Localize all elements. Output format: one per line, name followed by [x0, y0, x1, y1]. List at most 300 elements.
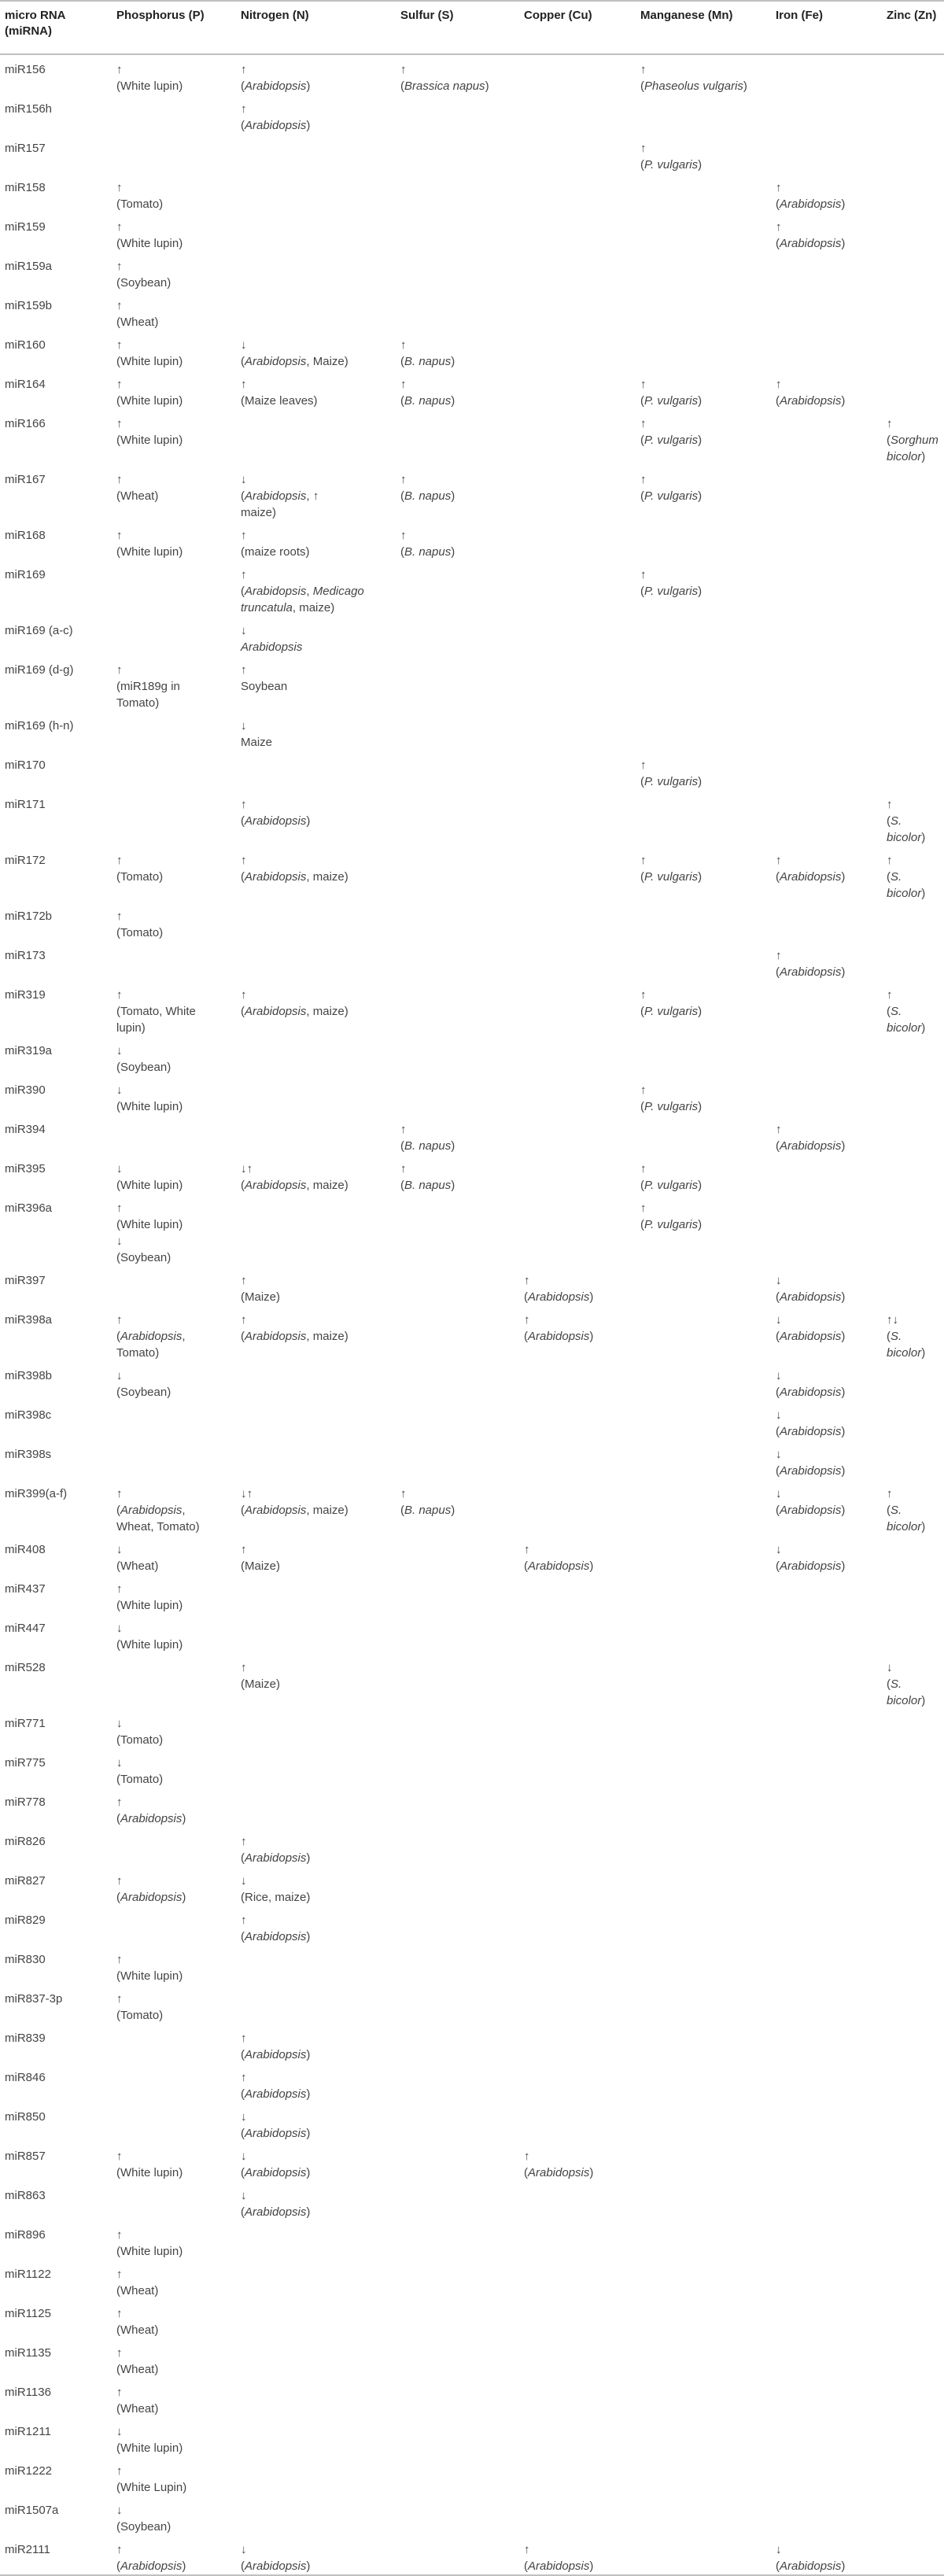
cell-line: (maize roots): [241, 545, 310, 559]
cell-zinc: [882, 1479, 944, 1535]
cell-sulfur: [396, 465, 519, 521]
cell-zinc: [882, 711, 944, 751]
cell-line: (Arabidopsis, Medicago: [241, 585, 364, 598]
cell-mirna: miR158: [5, 181, 46, 194]
cell-copper: [519, 616, 636, 655]
table-row: [0, 2299, 944, 2338]
cell-phosphorus: [112, 941, 236, 980]
cell-zinc: [882, 655, 944, 711]
cell-line: ↑: [116, 1582, 123, 1596]
cell-zinc: [882, 2142, 944, 2181]
cell-line: ↑: [116, 1992, 123, 2006]
cell-zinc: [882, 980, 944, 1036]
cell-phosphorus: [112, 2378, 236, 2417]
cell-line: ↑: [116, 663, 123, 677]
cell-line: (P. vulgaris): [640, 870, 702, 884]
cell-line: ↑: [116, 299, 123, 312]
cell-line: (Arabidopsis): [116, 1812, 186, 1825]
cell-mirna: miR771: [5, 1717, 46, 1730]
cell-nitrogen: [236, 2181, 396, 2220]
cell-line: (Arabidopsis, ↑: [241, 489, 319, 503]
cell-line: (B. napus): [400, 355, 455, 368]
cell-phosphorus: [112, 252, 236, 291]
cell-line: ↓: [887, 1661, 893, 1674]
cell-iron: [771, 465, 882, 521]
cell-sulfur: [396, 902, 519, 941]
cell-manganese: [636, 2220, 771, 2260]
table-row: [0, 2378, 944, 2417]
cell-mirna: miR408: [5, 1543, 46, 1556]
table-row: [0, 902, 944, 941]
cell-line: (Arabidopsis): [776, 1330, 846, 1343]
cell-line: (Tomato): [116, 870, 164, 884]
cell-line: ↓↑: [241, 1487, 253, 1500]
cell-mirna: miR398b: [5, 1369, 53, 1382]
cell-phosphorus: [112, 1984, 236, 2024]
cell-iron: [771, 2417, 882, 2456]
header-copper: Copper (Cu): [519, 1, 636, 54]
cell-line: (Arabidopsis): [776, 1290, 846, 1304]
cell-nitrogen: [236, 134, 396, 173]
table-row: [0, 2181, 944, 2220]
cell-line: (Arabidopsis,: [116, 1504, 186, 1517]
cell-line: (Soybean): [116, 1386, 171, 1399]
cell-iron: [771, 134, 882, 173]
table-row: [0, 1653, 944, 1709]
cell-line: ↓: [116, 1044, 123, 1057]
cell-copper: [519, 1574, 636, 1614]
cell-sulfur: [396, 2181, 519, 2220]
cell-line: ↑: [116, 1201, 123, 1215]
cell-zinc: [882, 370, 944, 409]
cell-nitrogen: [236, 2456, 396, 2496]
cell-manganese: [636, 1788, 771, 1827]
table-row: [0, 1984, 944, 2024]
cell-copper: [519, 1036, 636, 1076]
cell-copper: [519, 1401, 636, 1440]
table-row: [0, 1115, 944, 1154]
cell-phosphorus: [112, 1154, 236, 1194]
cell-line: ↑: [887, 798, 893, 811]
cell-phosphorus: [112, 1709, 236, 1748]
cell-zinc: [882, 941, 944, 980]
cell-mirna: miR172: [5, 854, 46, 867]
cell-line: (White lupin): [116, 355, 183, 368]
cell-phosphorus: [112, 1076, 236, 1115]
cell-nitrogen: [236, 1440, 396, 1479]
cell-manganese: [636, 1401, 771, 1440]
cell-phosphorus: [112, 212, 236, 252]
cell-nitrogen: [236, 1401, 396, 1440]
cell-line: ↑: [116, 378, 123, 391]
cell-zinc: [882, 1827, 944, 1866]
cell-phosphorus: [112, 1036, 236, 1076]
cell-zinc: [882, 2102, 944, 2142]
table-row: [0, 1788, 944, 1827]
cell-sulfur: [396, 2102, 519, 2142]
cell-nitrogen: [236, 212, 396, 252]
cell-mirna: miR1135: [5, 2346, 51, 2360]
cell-line: (P. vulgaris): [640, 1179, 702, 1192]
cell-line: ↑: [116, 2150, 123, 2163]
cell-sulfur: [396, 941, 519, 980]
cell-line: (White lupin): [116, 1100, 183, 1113]
cell-line: (White lupin): [116, 545, 183, 559]
cell-sulfur: [396, 1614, 519, 1653]
cell-line: ↑: [116, 260, 123, 273]
cell-phosphorus: [112, 1305, 236, 1361]
table-row: [0, 2338, 944, 2378]
table-row: [0, 291, 944, 330]
cell-zinc: [882, 1194, 944, 1266]
cell-copper: [519, 941, 636, 980]
cell-sulfur: [396, 560, 519, 616]
cell-phosphorus: [112, 1574, 236, 1614]
cell-line: ↑: [116, 181, 123, 194]
cell-phosphorus: [112, 409, 236, 465]
cell-mirna: miR1211: [5, 2425, 51, 2438]
cell-manganese: [636, 1535, 771, 1574]
cell-zinc: [882, 1535, 944, 1574]
cell-line: (Arabidopsis): [776, 965, 846, 979]
cell-zinc: [882, 1614, 944, 1653]
cell-line: ↑: [116, 910, 123, 923]
cell-line: ↓: [241, 719, 247, 733]
cell-line: ↓: [116, 2425, 123, 2438]
cell-sulfur: [396, 1827, 519, 1866]
cell-line: (Arabidopsis): [776, 870, 846, 884]
cell-nitrogen: [236, 2142, 396, 2181]
cell-manganese: [636, 1305, 771, 1361]
cell-line: ↑: [116, 2268, 123, 2281]
cell-line: (Arabidopsis): [241, 2205, 311, 2219]
table-row: [0, 1748, 944, 1788]
cell-manganese: [636, 751, 771, 790]
cell-mirna: miR1125: [5, 2307, 51, 2320]
table-row: [0, 2024, 944, 2063]
cell-phosphorus: [112, 54, 236, 94]
cell-zinc: [882, 465, 944, 521]
cell-sulfur: [396, 616, 519, 655]
table-row: [0, 521, 944, 560]
cell-phosphorus: [112, 1653, 236, 1709]
cell-copper: [519, 2535, 636, 2575]
cell-mirna: miR168: [5, 529, 46, 542]
cell-sulfur: [396, 655, 519, 711]
cell-zinc: [882, 2456, 944, 2496]
cell-line: ↑: [640, 568, 647, 581]
cell-line: ↑: [400, 1123, 407, 1136]
cell-copper: [519, 1945, 636, 1984]
cell-nitrogen: [236, 1614, 396, 1653]
cell-sulfur: [396, 291, 519, 330]
cell-line: (P. vulgaris): [640, 1005, 702, 1018]
cell-line: (S. bicolor): [887, 1677, 926, 1707]
cell-mirna: miR157: [5, 142, 46, 155]
cell-line: ↓: [241, 2543, 247, 2556]
cell-line: (B. napus): [400, 1139, 455, 1153]
cell-phosphorus: [112, 711, 236, 751]
cell-line: (Brassica napus): [400, 79, 489, 93]
cell-line: ↓: [116, 1234, 123, 1248]
cell-manganese: [636, 1984, 771, 2024]
cell-iron: [771, 1984, 882, 2024]
cell-line: (Arabidopsis): [116, 1891, 186, 1904]
cell-copper: [519, 711, 636, 751]
cell-line: maize): [241, 506, 277, 519]
cell-iron: [771, 2220, 882, 2260]
cell-line: (Arabidopsis): [241, 1930, 311, 1943]
cell-zinc: [882, 846, 944, 902]
cell-mirna: miR2111: [0, 2535, 112, 2575]
cell-mirna: miR829: [5, 1914, 46, 1927]
cell-zinc: [882, 902, 944, 941]
cell-zinc: [882, 1709, 944, 1748]
cell-manganese: [636, 655, 771, 711]
cell-manganese: [636, 54, 771, 94]
cell-sulfur: [396, 330, 519, 370]
table-row: [0, 173, 944, 212]
cell-manganese: [636, 846, 771, 902]
cell-line: ↑: [116, 1874, 123, 1888]
cell-line: ↑: [400, 338, 407, 352]
cell-manganese: [636, 2378, 771, 2417]
table-row: [0, 409, 944, 465]
cell-manganese: [636, 560, 771, 616]
cell-iron: [771, 751, 882, 790]
cell-mirna: miR863: [5, 2189, 46, 2202]
cell-line: (Wheat): [116, 489, 159, 503]
cell-iron: [771, 252, 882, 291]
cell-phosphorus: [112, 1906, 236, 1945]
header-sulfur: Sulfur (S): [396, 1, 519, 54]
cell-iron: [771, 2260, 882, 2299]
cell-phosphorus: [112, 846, 236, 902]
cell-sulfur: [396, 409, 519, 465]
cell-line: ↑: [400, 1487, 407, 1500]
cell-copper: [519, 1479, 636, 1535]
cell-line: ↑: [524, 2543, 530, 2556]
cell-zinc: [882, 2260, 944, 2299]
cell-line: ↑↓: [887, 1313, 898, 1327]
cell-nitrogen: [236, 980, 396, 1036]
cell-zinc: [882, 1361, 944, 1401]
cell-copper: [519, 751, 636, 790]
cell-phosphorus: [112, 94, 236, 134]
cell-line: (Arabidopsis): [776, 197, 846, 211]
cell-phosphorus: [112, 1788, 236, 1827]
cell-nitrogen: [236, 1535, 396, 1574]
cell-line: ↑: [241, 1914, 247, 1927]
cell-copper: [519, 330, 636, 370]
cell-zinc: [882, 1788, 944, 1827]
cell-sulfur: [396, 2535, 519, 2575]
cell-mirna: miR830: [5, 1953, 46, 1966]
cell-sulfur: [396, 2338, 519, 2378]
cell-iron: [771, 1748, 882, 1788]
cell-manganese: [636, 1115, 771, 1154]
cell-line: Wheat, Tomato): [116, 1520, 200, 1533]
table-body: [0, 54, 944, 2575]
cell-iron: [771, 2299, 882, 2338]
header-row: [0, 1, 944, 54]
cell-line: (White lupin): [116, 1638, 183, 1652]
cell-line: (P. vulgaris): [640, 434, 702, 447]
cell-line: ↓: [776, 1369, 782, 1382]
cell-phosphorus: [112, 616, 236, 655]
cell-sulfur: [396, 1866, 519, 1906]
cell-line: (White lupin): [116, 237, 183, 250]
cell-line: (Arabidopsis): [776, 1425, 846, 1438]
table-row: [0, 655, 944, 711]
cell-line: ↑: [640, 854, 647, 867]
table-row: [0, 212, 944, 252]
cell-line: ↑: [640, 473, 647, 486]
cell-iron: [771, 2378, 882, 2417]
cell-line: (S. bicolor): [887, 1005, 926, 1035]
cell-manganese: [636, 1945, 771, 1984]
cell-nitrogen: [236, 1866, 396, 1906]
table-row: [0, 2220, 944, 2260]
cell-phosphorus: [112, 173, 236, 212]
cell-mirna: miR857: [5, 2150, 46, 2163]
cell-sulfur: [396, 1266, 519, 1305]
cell-line: (Arabidopsis): [776, 1504, 846, 1517]
cell-line: ↑: [241, 1274, 247, 1287]
cell-nitrogen: [236, 902, 396, 941]
cell-line: ↓: [241, 624, 247, 637]
cell-iron: [771, 941, 882, 980]
cell-nitrogen: [236, 465, 396, 521]
cell-manganese: [636, 212, 771, 252]
cell-zinc: [882, 173, 944, 212]
cell-line: ↑: [116, 473, 123, 486]
cell-phosphorus: [112, 2338, 236, 2378]
cell-line: ↑: [116, 417, 123, 430]
cell-line: ↓: [241, 2150, 247, 2163]
table-row: [0, 2260, 944, 2299]
cell-sulfur: [396, 2456, 519, 2496]
cell-nitrogen: [236, 2496, 396, 2535]
cell-mirna: miR1122: [5, 2268, 51, 2281]
cell-copper: [519, 1440, 636, 1479]
cell-copper: [519, 2456, 636, 2496]
cell-nitrogen: [236, 94, 396, 134]
table-row: [0, 980, 944, 1036]
cell-line: (Arabidopsis): [241, 119, 311, 132]
cell-line: ↑: [887, 988, 893, 1002]
cell-manganese: [636, 616, 771, 655]
cell-line: (White lupin): [116, 79, 183, 93]
cell-copper: [519, 1266, 636, 1305]
cell-iron: [771, 330, 882, 370]
cell-line: (Maize): [241, 1290, 281, 1304]
table-row: [0, 54, 944, 94]
cell-copper: [519, 1866, 636, 1906]
cell-manganese: [636, 2024, 771, 2063]
cell-phosphorus: [112, 1827, 236, 1866]
cell-phosphorus: [112, 751, 236, 790]
cell-nitrogen: [236, 370, 396, 409]
table-row: [0, 1866, 944, 1906]
cell-mirna: miR837-3p: [5, 1992, 63, 2006]
cell-copper: [519, 1906, 636, 1945]
cell-manganese: [636, 790, 771, 846]
cell-sulfur: [396, 1440, 519, 1479]
cell-line: ↑: [776, 1123, 782, 1136]
cell-line: ↑: [241, 1543, 247, 1556]
cell-line: ↓: [116, 1543, 123, 1556]
cell-line: ↑: [640, 758, 647, 772]
cell-line: (Wheat): [116, 2363, 159, 2376]
cell-manganese: [636, 1361, 771, 1401]
cell-line: ↑: [400, 473, 407, 486]
cell-line: (Arabidopsis): [116, 2559, 186, 2573]
cell-sulfur: [396, 1984, 519, 2024]
cell-line: ↑: [116, 2228, 123, 2242]
cell-manganese: [636, 2417, 771, 2456]
cell-sulfur: [396, 173, 519, 212]
cell-manganese: [636, 1866, 771, 1906]
cell-mirna: miR319: [5, 988, 46, 1002]
cell-zinc: [882, 1115, 944, 1154]
cell-iron: [771, 54, 882, 94]
cell-line: (Wheat): [116, 1559, 159, 1573]
cell-sulfur: [396, 1748, 519, 1788]
cell-mirna: miR395: [5, 1162, 46, 1175]
cell-line: ↑: [116, 2464, 123, 2478]
cell-mirna: miR398c: [5, 1408, 52, 1422]
cell-line: ↑: [116, 1953, 123, 1966]
cell-line: (Maize): [241, 1677, 281, 1691]
cell-copper: [519, 2338, 636, 2378]
cell-zinc: [882, 616, 944, 655]
cell-sulfur: [396, 2063, 519, 2102]
cell-line: ↓: [776, 1448, 782, 1461]
cell-line: (S. bicolor): [887, 1504, 926, 1533]
cell-iron: [771, 2063, 882, 2102]
cell-line: ↑: [116, 1795, 123, 1809]
header-mirna: micro RNA (miRNA): [0, 1, 112, 54]
cell-phosphorus: [112, 2102, 236, 2142]
cell-line: ↑: [640, 378, 647, 391]
table-row: [0, 1535, 944, 1574]
table-row: [0, 1266, 944, 1305]
cell-nitrogen: [236, 2535, 396, 2575]
cell-line: (Arabidopsis, Maize): [241, 355, 348, 368]
cell-line: (Arabidopsis): [241, 2087, 311, 2101]
cell-manganese: [636, 252, 771, 291]
cell-copper: [519, 1154, 636, 1194]
cell-phosphorus: [112, 1361, 236, 1401]
cell-line: ↑: [116, 63, 123, 76]
cell-line: (White lupin): [116, 2245, 183, 2258]
cell-manganese: [636, 2496, 771, 2535]
cell-zinc: [882, 1305, 944, 1361]
cell-line: Arabidopsis: [241, 640, 303, 654]
cell-mirna: miR399(a-f): [5, 1487, 68, 1500]
cell-line: ↓: [776, 1543, 782, 1556]
cell-line: (B. napus): [400, 1179, 455, 1192]
header-iron: Iron (Fe): [771, 1, 882, 54]
cell-mirna: miR827: [5, 1874, 46, 1888]
cell-copper: [519, 980, 636, 1036]
cell-mirna: miR1507a: [5, 2504, 59, 2517]
cell-line: ↑: [241, 854, 247, 867]
cell-line: (P. vulgaris): [640, 775, 702, 788]
cell-line: (White Lupin): [116, 2481, 187, 2494]
cell-line: (Soybean): [116, 1251, 171, 1264]
